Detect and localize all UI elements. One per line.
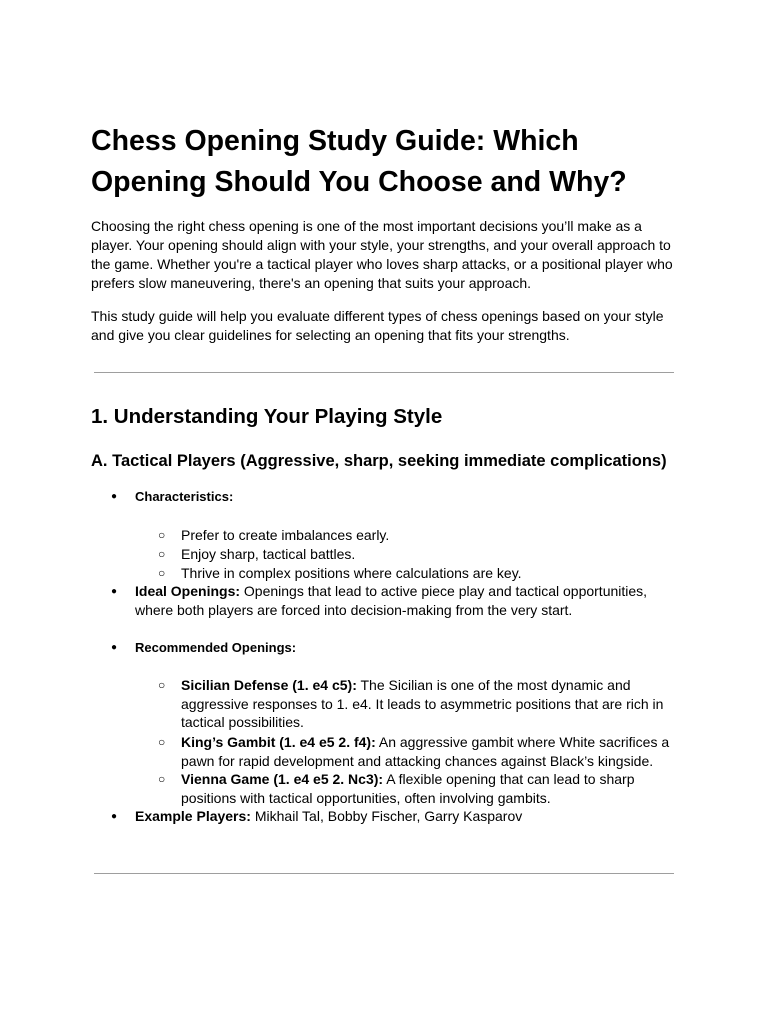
list-item-text: Thrive in complex positions where calculations are key. <box>181 565 522 581</box>
list-item <box>158 545 673 564</box>
circle-bullet-icon: ○ <box>158 735 166 749</box>
opening-description: The Sicilian is one of the most dynamic and aggressive responses to 1. e4. It leads to asymmetric positions that are rich in tactical possibilities. <box>181 677 664 730</box>
bullet-text: Openings that lead to active piece play and tactical opportunities, where both players are forced into decision-making from the very start. <box>135 583 648 618</box>
section-heading: 1. Understanding Your Playing Style <box>91 405 443 428</box>
bullet-label: Recommended Openings: <box>135 640 297 655</box>
opening-item-vienna <box>158 770 673 807</box>
intro-paragraph-2: This study guide will help you evaluate different types of chess openings based on your style and give you clear guidelines for selecting an opening that fits your strengths. <box>91 308 664 343</box>
list-item-text: Prefer to create imbalances early. <box>181 527 390 543</box>
bullet-label: Characteristics: <box>135 489 234 504</box>
circle-bullet-icon: ○ <box>158 528 166 542</box>
bullet-recommended-openings <box>111 638 670 657</box>
circle-bullet-icon: ○ <box>158 566 166 580</box>
list-item <box>158 526 673 545</box>
document-title: Chess Opening Study Guide: Which Opening Should You Choose and Why? <box>91 125 627 198</box>
opening-item-kings-gambit <box>158 733 673 770</box>
opening-name: Sicilian Defense (1. e4 c5): <box>181 677 357 693</box>
bullet-icon: ● <box>111 491 118 502</box>
bullet-icon: ● <box>111 642 118 653</box>
subsection-heading: A. Tactical Players (Aggressive, sharp, seeking immediate complications) <box>91 452 667 470</box>
bullet-ideal-openings <box>111 582 670 620</box>
bullet-characteristics <box>111 487 670 506</box>
divider <box>94 372 674 373</box>
opening-name: King’s Gambit (1. e4 e5 2. f4): <box>181 734 376 750</box>
opening-item-sicilian <box>158 676 673 732</box>
circle-bullet-icon: ○ <box>158 772 166 786</box>
opening-description: An aggressive gambit where White sacrifices a pawn for rapid development and attacking chances against Black’s kingside. <box>181 734 670 769</box>
list-item <box>158 564 673 583</box>
opening-name: Vienna Game (1. e4 e5 2. Nc3): <box>181 771 384 787</box>
bullet-label: Example Players: <box>135 808 251 824</box>
bullet-text: Mikhail Tal, Bobby Fischer, Garry Kasparov <box>250 808 523 824</box>
divider <box>94 873 674 874</box>
opening-description: A flexible opening that can lead to sharp positions with tactical opportunities, often involving gambits. <box>181 771 635 806</box>
intro-paragraph-1: Choosing the right chess opening is one of the most important decisions you’ll make as a player. Your opening should align with your style, your strengths, and your overall approach to the game. Whether you're a tactical player who loves sharp attacks, or a positional player who prefers slow maneuvering, there's an opening that suits your approach. <box>91 218 673 291</box>
bullet-icon: ● <box>111 811 118 822</box>
bullet-example-players <box>111 807 670 826</box>
circle-bullet-icon: ○ <box>158 678 166 692</box>
list-item-text: Enjoy sharp, tactical battles. <box>181 546 356 562</box>
bullet-icon: ● <box>111 586 118 597</box>
circle-bullet-icon: ○ <box>158 547 166 561</box>
bullet-label: Ideal Openings: <box>135 583 241 599</box>
